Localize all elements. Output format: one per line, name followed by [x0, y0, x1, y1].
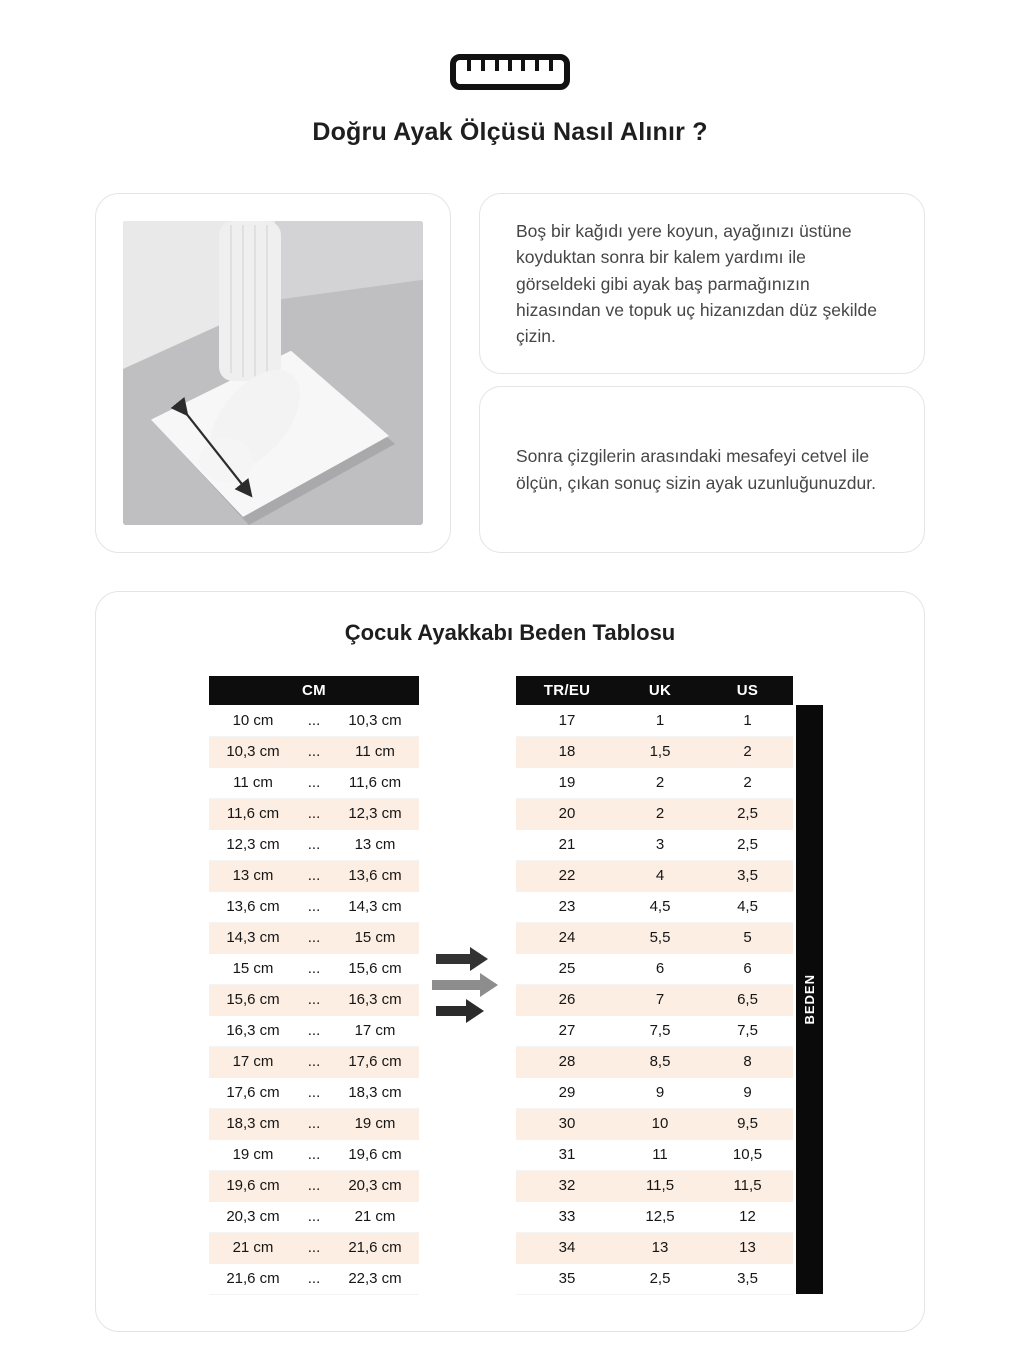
cell: 10,3 cm: [209, 736, 297, 767]
cell: 2: [618, 798, 702, 829]
table-row: [209, 1139, 419, 1170]
cell: 12,3 cm: [331, 798, 419, 829]
cell: 24: [516, 922, 618, 953]
cell: 1: [618, 705, 702, 736]
cell: 13,6 cm: [209, 891, 297, 922]
size-tables: [96, 676, 924, 1295]
cell: 6: [618, 953, 702, 984]
table-row: [516, 1201, 793, 1232]
table-row: [209, 860, 419, 891]
cell: 11,5: [702, 1170, 793, 1201]
table-row: [516, 767, 793, 798]
cell: 6: [702, 953, 793, 984]
cell: 15 cm: [209, 953, 297, 984]
cell: ...: [297, 984, 331, 1015]
cm-table: [209, 676, 419, 1295]
eu-table-header-row: [516, 676, 793, 705]
cell: 11: [618, 1139, 702, 1170]
eu-table-group: [516, 676, 823, 1295]
table-row: [516, 736, 793, 767]
cell: 18,3 cm: [209, 1108, 297, 1139]
cell: 10,5: [702, 1139, 793, 1170]
cell: 4,5: [702, 891, 793, 922]
header-us: US: [702, 676, 793, 705]
table-row: [516, 829, 793, 860]
header-tr-eu: TR/EU: [516, 676, 618, 705]
table-row: [209, 1077, 419, 1108]
cell: 15,6 cm: [331, 953, 419, 984]
cell: 21,6 cm: [331, 1232, 419, 1263]
cell: 21 cm: [209, 1232, 297, 1263]
cell: 1,5: [618, 736, 702, 767]
cell: 19 cm: [331, 1108, 419, 1139]
cell: 8: [702, 1046, 793, 1077]
cell: 32: [516, 1170, 618, 1201]
cell: 16,3 cm: [209, 1015, 297, 1046]
cell: 20,3 cm: [209, 1201, 297, 1232]
table-row: [209, 829, 419, 860]
cell: 11,5: [618, 1170, 702, 1201]
cell: ...: [297, 953, 331, 984]
cell: ...: [297, 798, 331, 829]
cell: 11,6 cm: [331, 767, 419, 798]
double-right-arrows-icon: [419, 676, 516, 1295]
table-row: [209, 1108, 419, 1139]
cm-table-body: [209, 705, 419, 1294]
ruler-icon: [0, 0, 1020, 92]
cell: 15 cm: [331, 922, 419, 953]
cell: ...: [297, 860, 331, 891]
table-row: [209, 1263, 419, 1294]
table-row: [209, 705, 419, 736]
eu-size-table: [516, 676, 793, 1295]
cell: 15,6 cm: [209, 984, 297, 1015]
table-row: [516, 860, 793, 891]
table-row: [516, 1108, 793, 1139]
cell: 2,5: [702, 798, 793, 829]
cell: 19,6 cm: [209, 1170, 297, 1201]
cell: 17,6 cm: [331, 1046, 419, 1077]
table-row: [209, 922, 419, 953]
table-row: [516, 984, 793, 1015]
cell: 33: [516, 1201, 618, 1232]
table-row: [209, 1201, 419, 1232]
cell: ...: [297, 1263, 331, 1294]
cell: 3: [618, 829, 702, 860]
cell: 29: [516, 1077, 618, 1108]
cell: 2: [618, 767, 702, 798]
cell: 12: [702, 1201, 793, 1232]
cell: 23: [516, 891, 618, 922]
cell: 8,5: [618, 1046, 702, 1077]
beden-label: BEDEN: [802, 974, 817, 1025]
cell: ...: [297, 829, 331, 860]
cell: 17 cm: [209, 1046, 297, 1077]
cell: ...: [297, 1232, 331, 1263]
cell: 5,5: [618, 922, 702, 953]
cell: 14,3 cm: [209, 922, 297, 953]
cell: 31: [516, 1139, 618, 1170]
cm-header: CM: [209, 676, 419, 705]
cm-table-header-row: [209, 676, 419, 705]
cell: 11 cm: [209, 767, 297, 798]
cell: 5: [702, 922, 793, 953]
cell: 9: [702, 1077, 793, 1108]
cell: 6,5: [702, 984, 793, 1015]
cell: 13,6 cm: [331, 860, 419, 891]
table-row: [516, 1232, 793, 1263]
table-row: [516, 798, 793, 829]
cell: ...: [297, 1201, 331, 1232]
cell: 11 cm: [331, 736, 419, 767]
table-row: [516, 891, 793, 922]
cell: 10: [618, 1108, 702, 1139]
table-row: [516, 1139, 793, 1170]
cell: 35: [516, 1263, 618, 1294]
cell: 27: [516, 1015, 618, 1046]
cell: 19,6 cm: [331, 1139, 419, 1170]
cell: 3,5: [702, 860, 793, 891]
instruction-boxes: [479, 193, 925, 553]
cell: 2,5: [702, 829, 793, 860]
table-row: [209, 1170, 419, 1201]
cell: 7,5: [702, 1015, 793, 1046]
cell: 25: [516, 953, 618, 984]
header-uk: UK: [618, 676, 702, 705]
table-row: [516, 1015, 793, 1046]
cell: ...: [297, 1108, 331, 1139]
cell: 21 cm: [331, 1201, 419, 1232]
table-row: [209, 1015, 419, 1046]
table-row: [516, 1170, 793, 1201]
instruction-box-1: [479, 193, 925, 374]
cell: 17: [516, 705, 618, 736]
cell: 13 cm: [331, 829, 419, 860]
cell: 13: [618, 1232, 702, 1263]
table-row: [209, 736, 419, 767]
cell: 22,3 cm: [331, 1263, 419, 1294]
cell: ...: [297, 767, 331, 798]
cell: 20,3 cm: [331, 1170, 419, 1201]
size-table-title: Çocuk Ayakkabı Beden Tablosu: [344, 620, 676, 645]
cell: 19 cm: [209, 1139, 297, 1170]
cell: 12,3 cm: [209, 829, 297, 860]
cell: ...: [297, 736, 331, 767]
cell: 20: [516, 798, 618, 829]
cell: 17 cm: [331, 1015, 419, 1046]
cell: ...: [297, 1170, 331, 1201]
table-row: [209, 798, 419, 829]
cell: 22: [516, 860, 618, 891]
cell: 10 cm: [209, 705, 297, 736]
table-row: [209, 1046, 419, 1077]
cell: ...: [297, 1139, 331, 1170]
cell: 3,5: [702, 1263, 793, 1294]
cell: 9: [618, 1077, 702, 1108]
cell: 11,6 cm: [209, 798, 297, 829]
cell: ...: [297, 1015, 331, 1046]
cell: ...: [297, 705, 331, 736]
table-row: [209, 984, 419, 1015]
cell: 1: [702, 705, 793, 736]
cell: 14,3 cm: [331, 891, 419, 922]
table-row: [516, 1077, 793, 1108]
cell: 34: [516, 1232, 618, 1263]
instruction-box-2: [479, 386, 925, 553]
cell: ...: [297, 1077, 331, 1108]
cell: 10,3 cm: [331, 705, 419, 736]
beden-side-bar: [796, 705, 823, 1294]
cell: 2: [702, 736, 793, 767]
cell: 4,5: [618, 891, 702, 922]
cell: 26: [516, 984, 618, 1015]
cell: 2,5: [618, 1263, 702, 1294]
cell: ...: [297, 891, 331, 922]
table-row: [516, 922, 793, 953]
cell: 28: [516, 1046, 618, 1077]
cell: 21: [516, 829, 618, 860]
cell: 13: [702, 1232, 793, 1263]
cell: 9,5: [702, 1108, 793, 1139]
cell: 30: [516, 1108, 618, 1139]
instructions-section: [95, 193, 925, 553]
table-row: [209, 953, 419, 984]
foot-measurement-photo: [123, 221, 423, 525]
cell: 17,6 cm: [209, 1077, 297, 1108]
cell: 2: [702, 767, 793, 798]
cell: 18,3 cm: [331, 1077, 419, 1108]
page-title: Doğru Ayak Ölçüsü Nasıl Alınır ?: [312, 118, 708, 146]
cell: 19: [516, 767, 618, 798]
instruction-step-2: Sonra çizgilerin arasındaki mesafeyi cetvel ile ölçün, çıkan sonuç sizin ayak uzunluğunuzdur.: [516, 446, 876, 493]
table-row: [516, 1263, 793, 1294]
cell: 21,6 cm: [209, 1263, 297, 1294]
cell: 18: [516, 736, 618, 767]
cell: ...: [297, 922, 331, 953]
instruction-step-1: Boş bir kağıdı yere koyun, ayağınızı üstüne koyduktan sonra bir kalem yardımı ile görseldeki gibi ayak baş parmağınızın hizasından ve topuk uç hizanızdan düz şekilde çizin.: [516, 221, 877, 346]
table-row: [516, 705, 793, 736]
size-table-card: [95, 591, 925, 1332]
table-row: [209, 767, 419, 798]
cell: 13 cm: [209, 860, 297, 891]
cell: ...: [297, 1046, 331, 1077]
cell: 4: [618, 860, 702, 891]
table-row: [209, 1232, 419, 1263]
eu-table-body: [516, 705, 793, 1294]
table-row: [209, 891, 419, 922]
cell: 12,5: [618, 1201, 702, 1232]
cell: 16,3 cm: [331, 984, 419, 1015]
cell: 7: [618, 984, 702, 1015]
photo-card: [95, 193, 451, 553]
table-row: [516, 953, 793, 984]
cell: 7,5: [618, 1015, 702, 1046]
table-row: [516, 1046, 793, 1077]
